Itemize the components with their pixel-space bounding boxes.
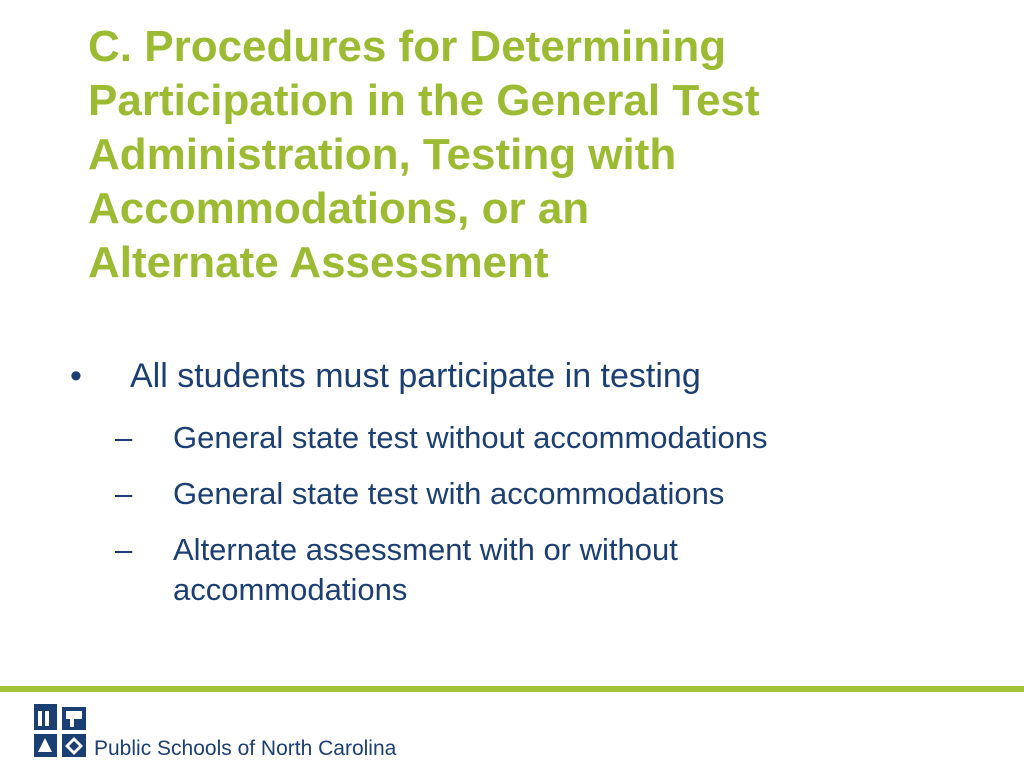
- footer-org-name: Public Schools of North Carolina: [94, 737, 397, 760]
- sub-bullet-item: [0, 418, 1024, 458]
- title-line: Alternate Assessment: [88, 238, 549, 287]
- sub-bullet-line: General state test with accommodations: [173, 476, 725, 511]
- sub-bullet-marker: –: [115, 420, 133, 455]
- sub-bullet-marker: –: [115, 476, 133, 511]
- sub-bullet-text: [173, 418, 953, 458]
- bullet-text: All students must participate in testing: [130, 357, 701, 395]
- sub-bullet-text: [173, 530, 953, 610]
- state-seal-icon: [32, 704, 88, 760]
- sub-bullet-line: accommodations: [173, 572, 408, 607]
- sub-bullet-text: [173, 474, 953, 514]
- bullet-item: [0, 352, 1024, 402]
- title-line: Accommodations, or an: [88, 184, 590, 233]
- sub-bullet-line: General state test without accommodations: [173, 420, 768, 455]
- bullet-list: [0, 352, 1024, 610]
- footer-divider: [0, 686, 1024, 692]
- title-line: Administration, Testing with: [88, 130, 677, 179]
- title-line: Participation in the General Test: [88, 76, 760, 125]
- sub-bullet-item: [0, 474, 1024, 514]
- sub-bullet-marker: –: [115, 532, 133, 567]
- bullet-marker: •: [70, 357, 82, 395]
- title-line: C. Procedures for Determining: [88, 22, 727, 71]
- slide-title: [88, 20, 968, 290]
- sub-bullet-item: [0, 530, 1024, 610]
- sub-bullet-line: Alternate assessment with or without: [173, 532, 678, 567]
